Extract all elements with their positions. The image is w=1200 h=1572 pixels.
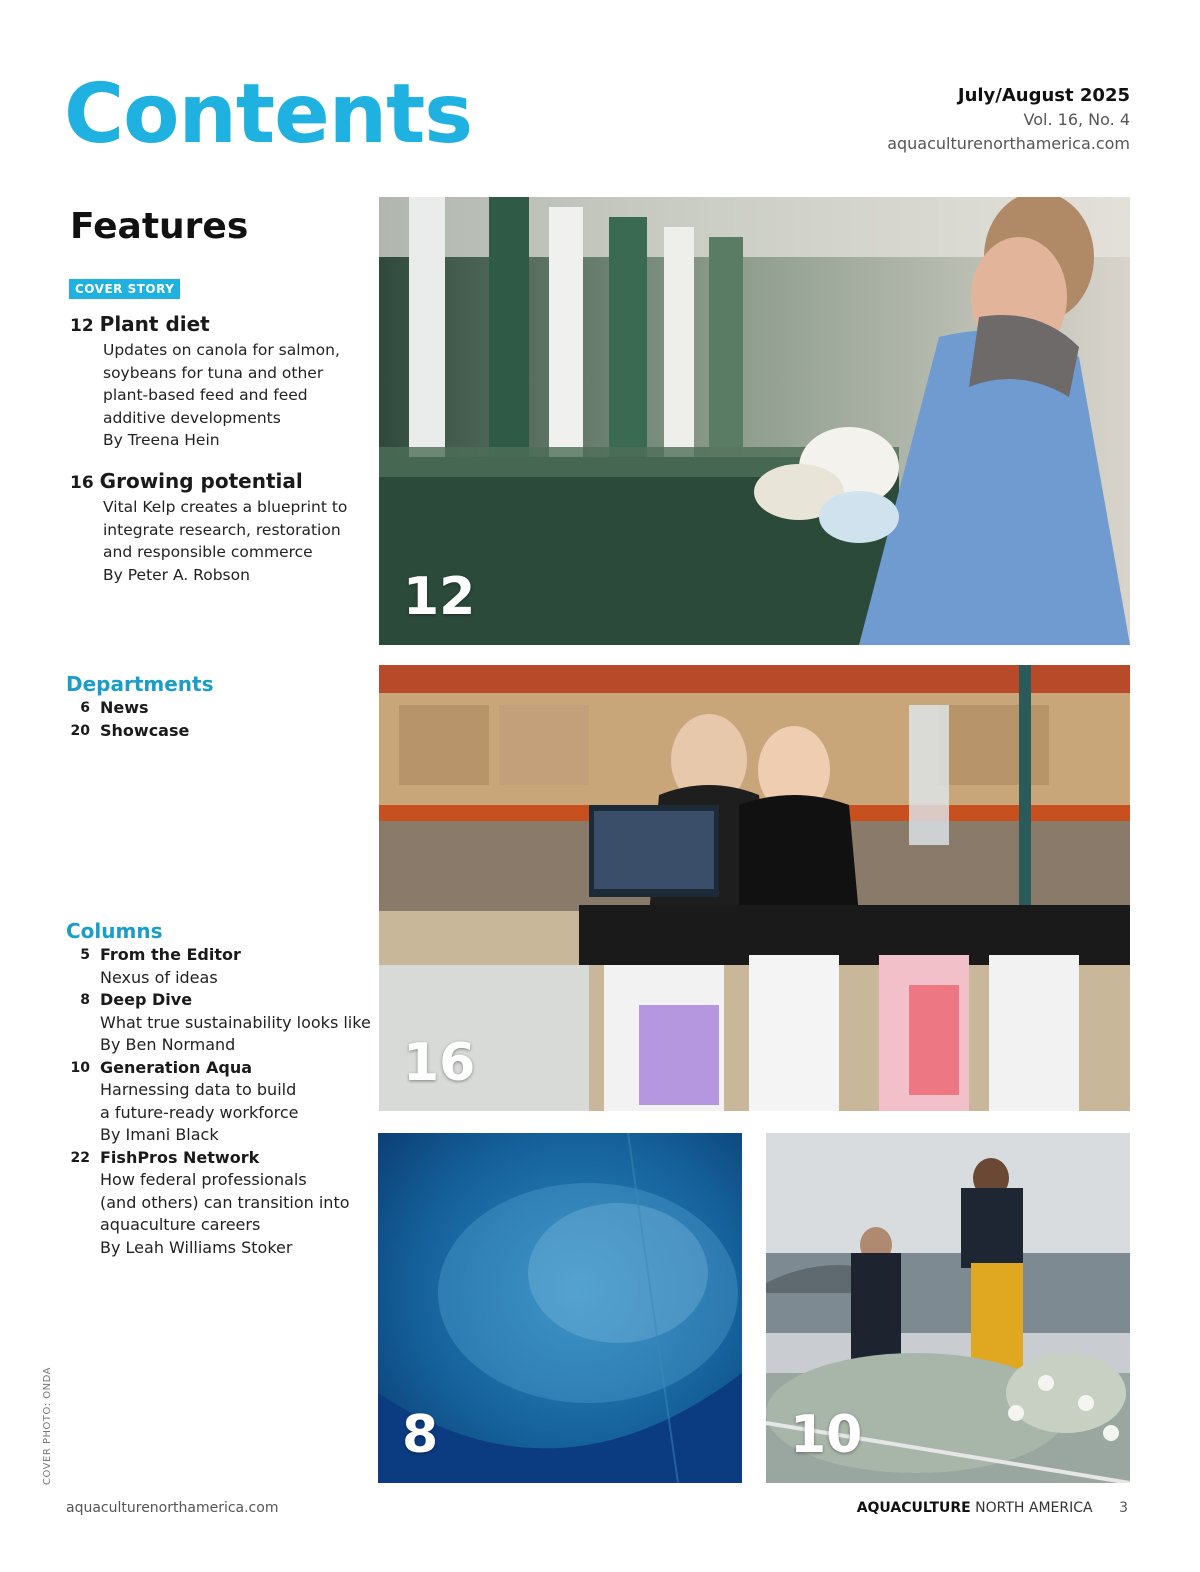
column-item[interactable] <box>66 1057 371 1147</box>
features-heading: Features <box>70 206 249 247</box>
column-title: FishPros Network <box>100 1147 260 1167</box>
feature-page-number: 12 <box>70 316 94 336</box>
department-item[interactable] <box>66 720 189 743</box>
column-page-number: 10 <box>70 1059 90 1076</box>
feature-title: Plant diet <box>99 312 210 336</box>
feature-byline: By Treena Hein <box>103 431 220 449</box>
photo-page-number: 8 <box>402 1405 439 1465</box>
column-page-number: 8 <box>80 992 90 1008</box>
feature-description: Vital Kelp creates a blueprint to integrate research, restoration and responsible commerce <box>103 498 348 561</box>
feature-title: Growing potential <box>99 469 303 493</box>
column-line: By Ben Normand <box>100 1035 236 1054</box>
column-photo-deep-dive[interactable] <box>378 1133 742 1483</box>
warehouse-photo-image <box>379 665 1130 1111</box>
column-line: By Leah Williams Stoker <box>100 1237 293 1257</box>
footer-website[interactable]: aquaculturenorthamerica.com <box>66 1500 279 1516</box>
column-page-number: 5 <box>80 947 90 963</box>
column-item[interactable] <box>66 1147 371 1260</box>
issue-volume: Vol. 16, No. 4 <box>1023 110 1130 129</box>
cover-photo-credit: COVER PHOTO: ONDA <box>42 1367 53 1485</box>
photo-page-number: 12 <box>403 567 476 627</box>
column-item[interactable] <box>66 944 371 989</box>
column-line: Harnessing data to build <box>100 1080 297 1099</box>
footer-brand-bold: AQUACULTURE <box>856 1500 971 1516</box>
feature-photo-plant-diet[interactable] <box>379 197 1130 645</box>
feature-photo-growing-potential[interactable] <box>379 665 1130 1111</box>
department-title: News <box>100 698 149 717</box>
column-line: Nexus of ideas <box>100 967 218 987</box>
issue-info <box>887 84 1130 156</box>
feature-description: Updates on canola for salmon, soybeans for tuna and other plant-based feed and feed additive developments <box>103 341 340 427</box>
column-title: From the Editor <box>100 945 241 964</box>
columns-list <box>66 944 371 1259</box>
page-number: 3 <box>1119 1500 1128 1516</box>
issue-date: July/August 2025 <box>957 85 1130 106</box>
column-title: Deep Dive <box>100 990 193 1009</box>
footer-brand-rest: NORTH AMERICA <box>975 1500 1093 1516</box>
photo-page-number: 10 <box>790 1405 863 1465</box>
department-page-number: 6 <box>80 700 90 716</box>
lab-photo-image <box>379 197 1130 645</box>
department-title: Showcase <box>100 720 190 740</box>
department-page-number: 20 <box>70 722 90 739</box>
column-title: Generation Aqua <box>100 1057 253 1077</box>
column-line: How federal professionals <box>100 1170 307 1189</box>
column-line: a future-ready workforce <box>100 1102 299 1122</box>
header-website[interactable]: aquaculturenorthamerica.com <box>887 134 1130 153</box>
cover-story-badge: COVER STORY <box>69 279 180 299</box>
departments-heading: Departments <box>66 672 214 696</box>
photo-page-number: 16 <box>403 1033 476 1093</box>
feature-page-number: 16 <box>70 473 94 493</box>
department-item[interactable] <box>66 697 189 720</box>
column-line: (and others) can transition into <box>100 1192 350 1212</box>
column-line: What true sustainability looks like <box>100 1012 371 1032</box>
columns-heading: Columns <box>66 919 163 943</box>
departments-list <box>66 697 189 742</box>
column-item[interactable] <box>66 989 371 1057</box>
feature-item[interactable] <box>70 311 370 452</box>
feature-byline: By Peter A. Robson <box>103 565 250 584</box>
page-title: Contents <box>64 67 473 162</box>
feature-item[interactable] <box>70 468 370 586</box>
column-line: By Imani Black <box>100 1125 219 1144</box>
column-line: aquaculture careers <box>100 1215 261 1234</box>
column-photo-generation-aqua[interactable] <box>766 1133 1130 1483</box>
column-page-number: 22 <box>70 1149 90 1166</box>
footer-brand <box>857 1500 1128 1516</box>
